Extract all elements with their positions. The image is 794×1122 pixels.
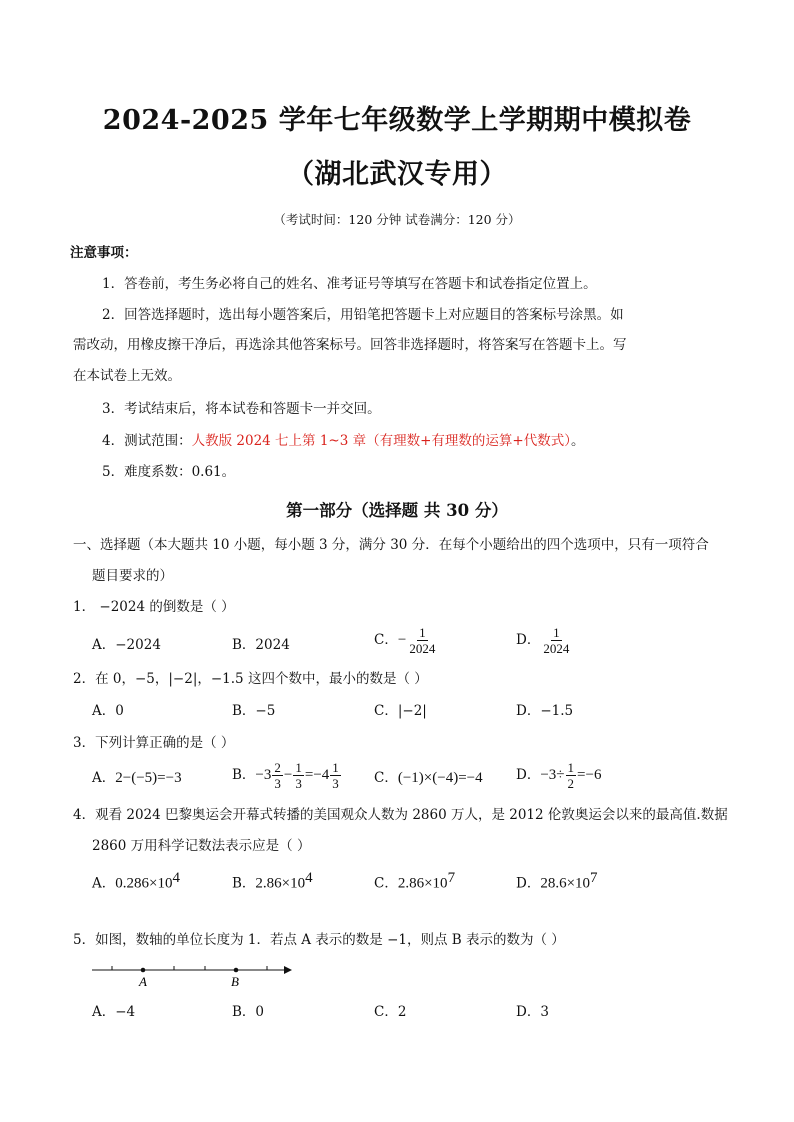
number-line-figure bbox=[88, 958, 298, 992]
section-intro-a: 一、选择题（本大题共 10 小题，每小题 3 分，满分 30 分．在每个小题给出的四个选项中，只有一项符合 bbox=[73, 537, 709, 553]
q4-c-label: C． bbox=[374, 875, 398, 892]
q4-b-exp: 4 bbox=[305, 870, 313, 886]
notice-item-4 bbox=[102, 431, 584, 451]
q3-d-num: 1 bbox=[567, 760, 575, 775]
q1-option-c bbox=[374, 625, 438, 656]
number-line-arrow bbox=[284, 966, 292, 974]
q1-stem: 1． −2024 的倒数是（ ） bbox=[73, 599, 235, 615]
q4-c-base: 2.86×10 bbox=[397, 875, 448, 892]
q4-option-a bbox=[92, 868, 180, 894]
q4-d-exp: 7 bbox=[590, 870, 598, 886]
q1-option-c-fraction bbox=[407, 625, 437, 656]
q5-stem: 5．如图，数轴的单位长度为 1．若点 A 表示的数是 −1，则点 B 表示的数为（ ） bbox=[73, 932, 565, 948]
q3-d-post: =−6 bbox=[577, 767, 602, 783]
notice-item-2c: 在本试卷上无效。 bbox=[73, 368, 181, 384]
q4-a-label: A． bbox=[92, 875, 116, 892]
q3-a-expr: 2−(−5)=−3 bbox=[115, 770, 182, 786]
q3-option-b bbox=[232, 760, 342, 791]
exam-meta: （考试时间：120 分钟 试卷满分：120 分） bbox=[273, 212, 521, 227]
q3-a-label: A． bbox=[92, 770, 116, 786]
q3-option-d bbox=[516, 760, 601, 791]
notice-item-5: 5．难度系数：0.61。 bbox=[102, 464, 236, 480]
point-a-dot bbox=[141, 968, 146, 973]
notice-item-4-suffix: 。 bbox=[570, 433, 585, 449]
q3-d-frac bbox=[566, 760, 577, 791]
q4-b-label: B． bbox=[232, 875, 256, 892]
q3-option-a bbox=[92, 768, 182, 788]
point-a-label: A bbox=[139, 974, 147, 989]
q3-b-d1: 3 bbox=[274, 776, 281, 791]
q1-d-num: 1 bbox=[553, 625, 560, 640]
q3-b-n1: 2 bbox=[274, 760, 281, 775]
q1-option-b: B．2024 bbox=[232, 637, 290, 653]
q5-option-a: A．−4 bbox=[92, 1004, 136, 1020]
q1-option-c-sign: − bbox=[397, 632, 407, 648]
q5-option-b: B．0 bbox=[232, 1004, 265, 1020]
q2-stem: 2．在 0，−5，|−2|，−1.5 这四个数中，最小的数是（ ） bbox=[73, 671, 428, 687]
section-intro-b: 题目要求的） bbox=[92, 568, 173, 584]
q4-option-b bbox=[232, 868, 313, 894]
q1-option-d-label: D． bbox=[516, 632, 541, 648]
q3-b-d2: 3 bbox=[295, 776, 302, 791]
q3-stem: 3．下列计算正确的是（ ） bbox=[73, 735, 235, 751]
notice-heading: 注意事项： bbox=[70, 245, 138, 261]
q4-b-base: 2.86×10 bbox=[255, 875, 306, 892]
q3-b-label: B． bbox=[232, 767, 256, 783]
q3-c-expr: (−1)×(−4)=−4 bbox=[397, 770, 483, 786]
q4-a-base: 0.286×10 bbox=[115, 875, 173, 892]
q5-option-c: C．2 bbox=[374, 1004, 407, 1020]
notice-item-2b: 需改动，用橡皮擦干净后，再选涂其他答案标号。回答非选择题时，将答案写在答题卡上。写 bbox=[73, 337, 627, 353]
q1-d-den: 2024 bbox=[543, 641, 570, 656]
notice-item-2a: 2．回答选择题时，选出每小题答案后，用铅笔把答题卡上对应题目的答案标号涂黑。如 bbox=[102, 307, 624, 323]
q3-b-n3: 1 bbox=[332, 760, 339, 775]
q3-d-label: D． bbox=[516, 767, 541, 783]
q3-b-frac2 bbox=[293, 760, 304, 791]
q3-b-n2: 1 bbox=[295, 760, 302, 775]
q3-b-frac3 bbox=[330, 760, 341, 791]
q4-d-label: D． bbox=[516, 875, 541, 892]
q4-stem-b: 2860 万用科学记数法表示应是（ ） bbox=[92, 838, 311, 854]
q5-option-d: D．3 bbox=[516, 1004, 549, 1020]
exam-subtitle: （湖北武汉专用） bbox=[287, 159, 507, 190]
q4-a-exp: 4 bbox=[172, 870, 180, 886]
q4-option-c bbox=[374, 868, 455, 894]
q1-c-num: 1 bbox=[419, 625, 426, 640]
q3-option-c bbox=[374, 768, 483, 788]
notice-item-3: 3．考试结束后，将本试卷和答题卡一并交回。 bbox=[102, 401, 381, 417]
test-range: 人教版 2024 七上第 1~3 章（有理数+有理数的运算+代数式） bbox=[191, 433, 571, 449]
q3-b-d3: 3 bbox=[332, 776, 339, 791]
q1-c-den: 2024 bbox=[409, 641, 436, 656]
exam-title: 2024-2025 学年七年级数学上学期期中模拟卷 bbox=[102, 105, 692, 136]
q2-option-c: C．|−2| bbox=[374, 703, 427, 719]
point-b-dot bbox=[234, 968, 239, 973]
q1-option-a: A．−2024 bbox=[92, 637, 161, 653]
q2-option-a: A．0 bbox=[92, 703, 124, 719]
q3-b-eq: =−4 bbox=[304, 767, 330, 783]
q4-c-exp: 7 bbox=[447, 870, 456, 886]
q3-c-label: C． bbox=[374, 770, 398, 786]
q1-option-d-fraction bbox=[541, 625, 571, 656]
q4-stem-a: 4．观看 2024 巴黎奥运会开幕式转播的美国观众人数为 2860 万人，是 2012 伦敦奥运会以来的最高值.数据 bbox=[73, 807, 728, 823]
notice-item-1: 1．答卷前，考生务必将自己的姓名、准考证号等填写在答题卡和试卷指定位置上。 bbox=[102, 276, 597, 292]
q3-b-pre: −3 bbox=[255, 767, 272, 783]
q3-b-frac1 bbox=[272, 760, 283, 791]
notice-item-4-prefix: 4．测试范围： bbox=[102, 433, 192, 449]
q4-option-d bbox=[516, 868, 598, 894]
q1-option-d bbox=[516, 625, 572, 656]
q2-option-d: D．−1.5 bbox=[516, 703, 574, 719]
point-b-label: B bbox=[231, 974, 239, 989]
q2-option-b: B．−5 bbox=[232, 703, 276, 719]
q4-d-base: 28.6×10 bbox=[540, 875, 591, 892]
q3-d-pre: −3÷ bbox=[540, 767, 565, 783]
q1-option-c-label: C． bbox=[374, 632, 398, 648]
q3-b-mid: − bbox=[283, 767, 293, 783]
q3-d-den: 2 bbox=[567, 776, 575, 791]
section-title: 第一部分（选择题 共 30 分） bbox=[286, 501, 508, 520]
